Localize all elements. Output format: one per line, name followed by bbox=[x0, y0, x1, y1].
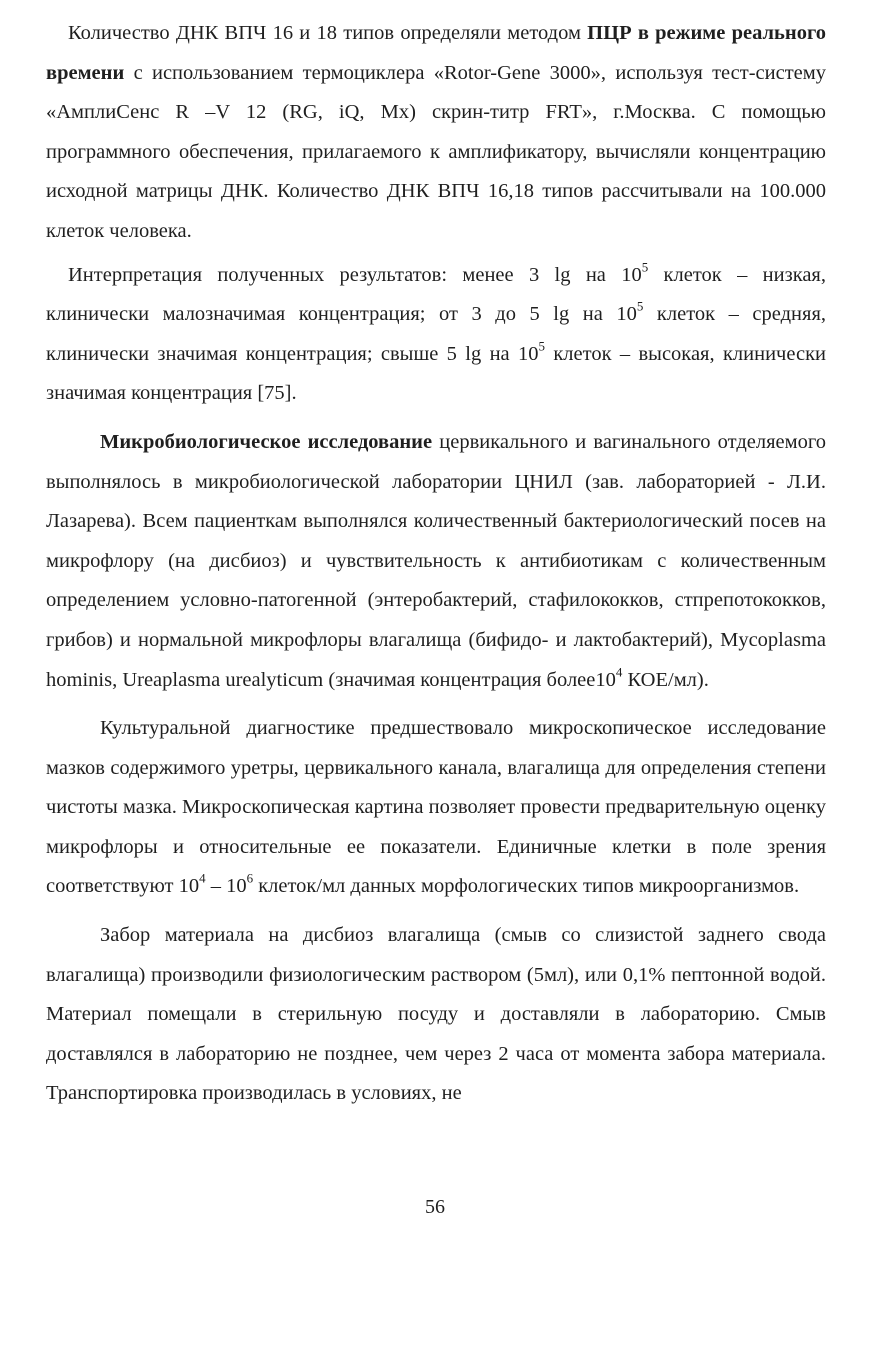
bold-term-pcr: ПЦР в режиме реального времени bbox=[46, 22, 826, 84]
superscript: 5 bbox=[538, 338, 545, 353]
superscript: 6 bbox=[246, 870, 254, 886]
text-run: клеток – низкая, клинически малозначимая концентрация; от 3 до 5 lg на 10 bbox=[46, 263, 826, 326]
paragraph-microbiology bbox=[46, 423, 826, 700]
text-run: цервикального и вагинального отделяемого выполнялось в микробиологической лаборатории ЦНИЛ (зав. лабораторией - Л.И. Лазарева). Всем пациенткам выполнялся количественный бактериологический посев на микрофлору (на дисбиоз) и чувствительность к антибиотикам с количественным определением условно-патогенной (энтеробактерий, стафилококков, стпрепотококков, грибов) и нормальной микрофлоры влагалища (бифидо- и лактобактерий), Mycoplasma hominis, Ureaplasma urealyticum (значимая концентрация более10 bbox=[46, 430, 826, 691]
superscript: 5 bbox=[636, 298, 644, 314]
bold-term-microbiology: Микробиологическое исследование bbox=[100, 430, 433, 453]
text-run: клеток – высокая, клинически значимая концентрация [75]. bbox=[46, 342, 826, 405]
text-run: с использованием термоциклера «Rotor-Gene 3000», используя тест-систему «АмплиСенс R –V 12 (RG, iQ, Mx) скрин-титр FRT», г.Москва. С помощью программного обеспечения, прилагаемого к амплификатору, вычисляли концентрацию исходной матрицы ДНК. Количество ДНК ВПЧ 16,18 типов рассчитывали на 100.000 клеток человека. bbox=[46, 61, 826, 242]
text-run: клеток/мл данных морфологических типов микроорганизмов. bbox=[253, 875, 800, 898]
text-run: – 10 bbox=[205, 875, 247, 898]
text-run: Культуральной диагностике предшествовало микроскопическое исследование мазков содержимого уретры, цервикального канала, влагалища для определения степени чистоты мазка. Микроскопическая картина позволяет провести предварительную оценку микрофлоры и относительные ее показатели. Единичные клетки в поле зрения соответствуют 10 bbox=[46, 717, 826, 898]
paragraph-pcr-method bbox=[46, 14, 826, 252]
paragraph-interpretation bbox=[46, 256, 826, 414]
text-run: Интерпретация полученных результатов: менее 3 lg на 10 bbox=[68, 263, 642, 286]
page-number: 56 bbox=[425, 1196, 445, 1218]
text-run: клеток – средняя, клинически значимая концентрация; свыше 5 lg на 10 bbox=[46, 303, 826, 365]
superscript: 5 bbox=[641, 258, 649, 274]
superscript: 4 bbox=[615, 663, 623, 679]
text-run: Забор материала на дисбиоз влагалища (смыв со слизистой заднего свода влагалища) производили физиологическим раствором (5мл), или 0,1% пептонной водой. Материал помещали в стерильную посуду и доставляли в лабораторию. Смыв доставлялся в лабораторию не позднее, чем через 2 часа от момента забора материала. Транспортировка производилась в условиях, не bbox=[46, 924, 826, 1105]
text-run: Количество ДНК ВПЧ 16 и 18 типов определяли методом bbox=[68, 22, 588, 44]
paragraph-sampling bbox=[46, 916, 826, 1114]
paragraph-microscopy bbox=[46, 709, 826, 907]
text-run: КОЕ/мл). bbox=[622, 668, 709, 691]
document-page bbox=[46, 14, 826, 1114]
superscript: 4 bbox=[199, 870, 206, 886]
